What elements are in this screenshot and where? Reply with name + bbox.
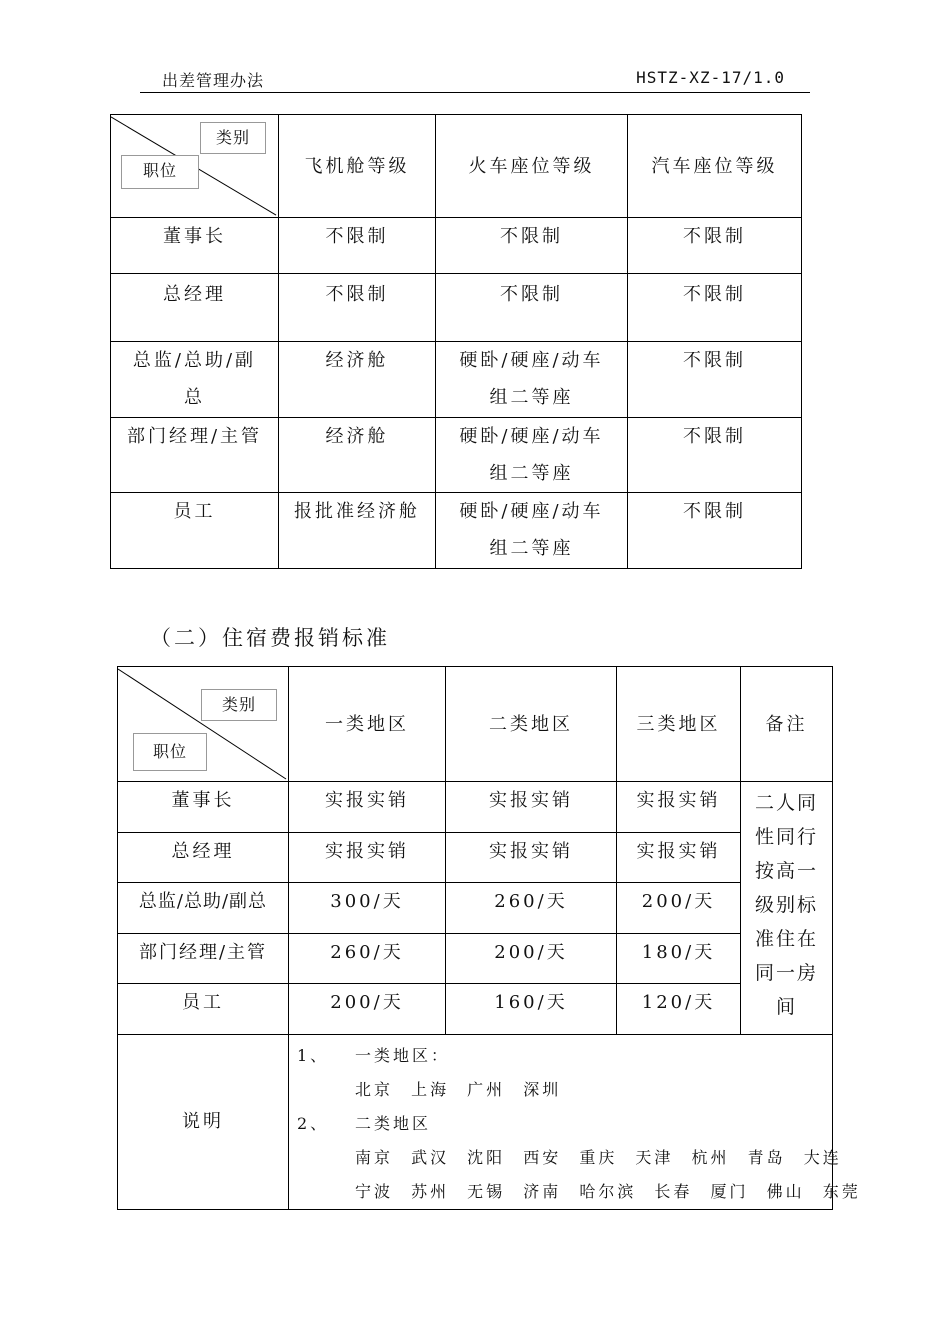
table-cell: 硬卧/硬座/动车组二等座	[436, 342, 628, 418]
table-row	[118, 883, 833, 934]
list-number: 2、	[297, 1114, 330, 1133]
table-cell: 不限制	[436, 274, 628, 342]
column-header: 备注	[741, 667, 833, 782]
table-cell: 实报实销	[617, 782, 741, 833]
table-cell: 经济舱	[279, 342, 436, 418]
table-row	[111, 493, 802, 569]
table-cell: 不限制	[279, 218, 436, 274]
table-cell: 不限制	[279, 274, 436, 342]
corner-label-position: 职位	[121, 155, 199, 189]
row-position: 总监/总助/副总	[118, 883, 289, 934]
table-cell: 120/天	[617, 984, 741, 1035]
list-number: 1、	[297, 1046, 330, 1065]
row-position: 董事长	[111, 218, 279, 274]
column-header: 一类地区	[289, 667, 446, 782]
table-row	[118, 984, 833, 1035]
table-cell: 报批准经济舱	[279, 493, 436, 569]
table-cell: 180/天	[617, 934, 741, 984]
city-list: 宁波 苏州 无锡 济南 哈尔滨 长春 厦门 佛山 东莞	[355, 1182, 861, 1201]
corner-label-position: 职位	[133, 733, 207, 771]
transport-standard-table	[110, 114, 802, 569]
explain-row	[118, 1035, 833, 1210]
table-corner-header	[118, 667, 289, 782]
row-position: 总经理	[118, 833, 289, 883]
city-list: 南京 武汉 沈阳 西安 重庆 天津 杭州 青岛 大连	[355, 1148, 842, 1167]
row-position: 部门经理/主管	[118, 934, 289, 984]
document-header-title: 出差管理办法	[162, 71, 265, 90]
table-cell: 实报实销	[446, 782, 617, 833]
table-cell: 硬卧/硬座/动车组二等座	[436, 418, 628, 493]
explain-label: 说明	[118, 1035, 289, 1210]
corner-label-category: 类别	[200, 122, 266, 154]
table-row	[111, 218, 802, 274]
table-corner-header	[111, 115, 279, 218]
table-cell: 260/天	[446, 883, 617, 934]
table-cell: 不限制	[436, 218, 628, 274]
column-header: 三类地区	[617, 667, 741, 782]
table-row	[118, 833, 833, 883]
table-cell: 不限制	[628, 493, 802, 569]
table-cell: 200/天	[446, 934, 617, 984]
column-header: 汽车座位等级	[628, 115, 802, 218]
corner-label-category: 类别	[201, 689, 277, 721]
table-row	[111, 342, 802, 418]
row-position: 部门经理/主管	[111, 418, 279, 493]
column-header: 火车座位等级	[436, 115, 628, 218]
header-divider	[140, 92, 810, 93]
table-cell: 实报实销	[446, 833, 617, 883]
table-cell: 经济舱	[279, 418, 436, 493]
table-cell: 160/天	[446, 984, 617, 1035]
table-row	[111, 418, 802, 493]
table-cell: 不限制	[628, 218, 802, 274]
table-cell: 实报实销	[289, 833, 446, 883]
table-cell: 不限制	[628, 342, 802, 418]
table-cell: 200/天	[289, 984, 446, 1035]
row-position: 董事长	[118, 782, 289, 833]
explain-content	[289, 1035, 861, 1210]
list-title: 一类地区：	[355, 1046, 451, 1065]
row-position: 总监/总助/副总	[111, 342, 279, 418]
table-cell: 不限制	[628, 274, 802, 342]
table-cell: 实报实销	[289, 782, 446, 833]
list-title: 二类地区	[355, 1114, 432, 1133]
table-cell: 300/天	[289, 883, 446, 934]
lodging-standard-table	[117, 666, 861, 1210]
table-cell: 200/天	[617, 883, 741, 934]
city-list: 北京 上海 广州 深圳	[355, 1080, 562, 1099]
table-cell: 实报实销	[617, 833, 741, 883]
table-cell: 不限制	[628, 418, 802, 493]
column-header: 二类地区	[446, 667, 617, 782]
table-row	[118, 934, 833, 984]
remark-cell: 二人同性同行按高一级别标准住在同一房间	[741, 782, 833, 1035]
row-position: 总经理	[111, 274, 279, 342]
column-header: 飞机舱等级	[279, 115, 436, 218]
table-row	[118, 782, 833, 833]
table-row	[111, 274, 802, 342]
section-title: （二）住宿费报销标准	[150, 626, 390, 650]
table-cell: 硬卧/硬座/动车组二等座	[436, 493, 628, 569]
row-position: 员工	[111, 493, 279, 569]
document-code: HSTZ-XZ-17/1.0	[636, 68, 785, 87]
row-position: 员工	[118, 984, 289, 1035]
table-cell: 260/天	[289, 934, 446, 984]
